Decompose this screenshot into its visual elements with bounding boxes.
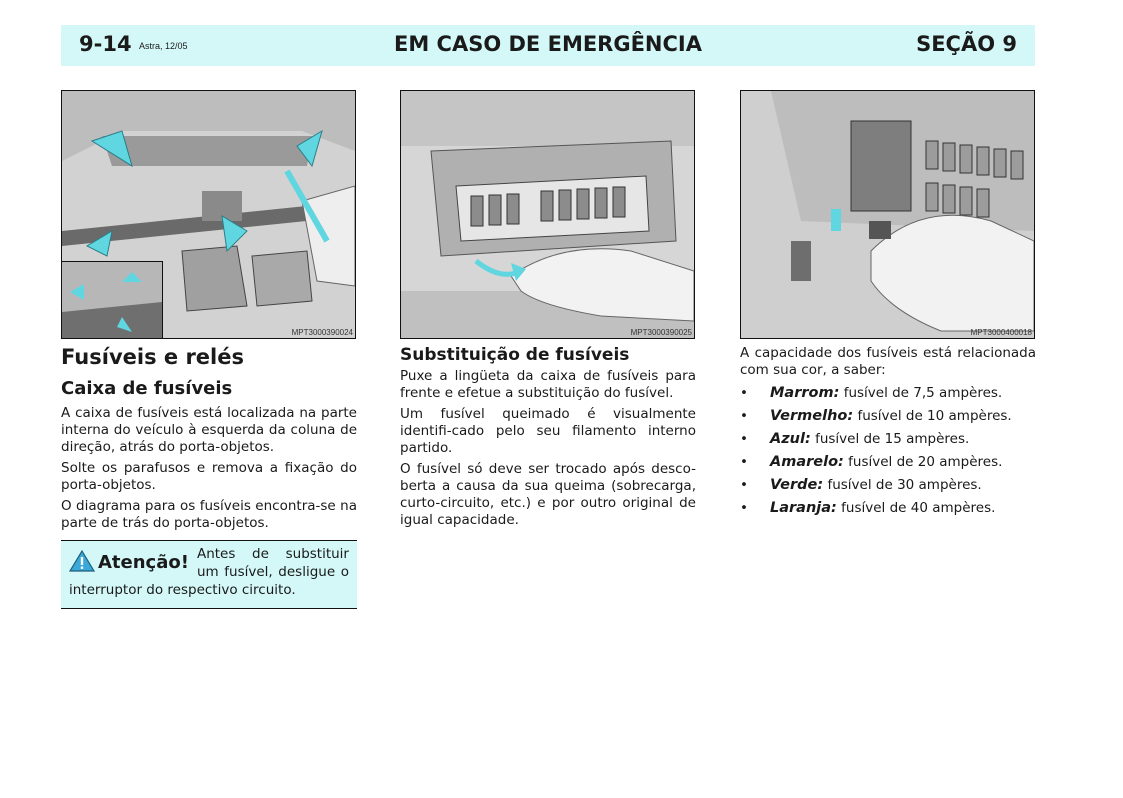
bullet: •	[740, 454, 748, 470]
figure-fusebox-location	[61, 90, 356, 339]
color-desc: fusível de 40 ampères.	[841, 500, 996, 516]
column-fuse-colors	[740, 345, 1036, 523]
color-name: Verde:	[770, 477, 824, 493]
subheading-fuse-box: Caixa de fusíveis	[61, 378, 233, 399]
paragraph: Puxe a lingüeta da caixa de fusíveis para frente e efetue a substituição do fusível.	[400, 368, 696, 401]
color-name: Laranja:	[770, 500, 837, 516]
figure-code: MPT3000390025	[630, 328, 692, 337]
color-desc: fusível de 30 ampères.	[827, 477, 982, 493]
color-name: Marrom:	[770, 385, 840, 401]
column-fuse-box	[61, 345, 357, 609]
paragraph: Solte os parafusos e remova a fixação do porta-objetos.	[61, 460, 357, 493]
paragraph: A caixa de fusíveis está localizada na parte interna do veículo à esquerda da coluna de direção, atrás do porta-objetos.	[61, 405, 357, 455]
chapter-title: EM CASO DE EMERGÊNCIA	[394, 32, 702, 56]
warning-text: Antes de substituir um fusível, desligue o interruptor do respectivo circuito.	[69, 546, 349, 598]
paragraph: A capacidade dos fusíveis está relacionada com sua cor, a saber:	[740, 345, 1036, 378]
warning-lead	[69, 550, 189, 574]
list-item	[740, 385, 1036, 402]
color-name: Vermelho:	[770, 408, 854, 424]
bullet: •	[740, 385, 748, 401]
color-desc: fusível de 10 ampères.	[857, 408, 1012, 424]
color-name: Amarelo:	[770, 454, 844, 470]
warning-box	[61, 540, 357, 609]
page-header	[61, 25, 1035, 66]
heading-fuse-replacement: Substituição de fusíveis	[400, 345, 630, 365]
bullet: •	[740, 500, 748, 516]
detail-inset	[62, 261, 163, 338]
paragraph: O fusível só deve ser trocado após desco-berta a causa da sua queima (sobrecarga, curto-circuito, etc.) e por outro original de igual capacidade.	[400, 461, 696, 528]
edition-label: Astra, 12/05	[139, 41, 188, 51]
section-label: SEÇÃO 9	[916, 32, 1017, 56]
bullet: •	[740, 477, 748, 493]
list-item	[740, 431, 1036, 448]
paragraph: Um fusível queimado é visualmente identifi-cado pelo seu filamento interno partido.	[400, 406, 696, 456]
column-fuse-replacement	[400, 345, 696, 533]
bullet: •	[740, 431, 748, 447]
list-item	[740, 454, 1036, 471]
color-desc: fusível de 20 ampères.	[848, 454, 1003, 470]
figure-code: MPT3000390024	[291, 328, 353, 337]
list-item	[740, 477, 1036, 494]
color-desc: fusível de 15 ampères.	[815, 431, 970, 447]
heading-fuses-relays: Fusíveis e relés	[61, 345, 244, 369]
list-item	[740, 500, 1036, 517]
color-desc: fusível de 7,5 ampères.	[843, 385, 1003, 401]
warning-triangle-icon	[69, 550, 95, 572]
bullet: •	[740, 408, 748, 424]
page-number: 9-14	[79, 32, 132, 56]
warning-label: Atenção!	[98, 552, 189, 573]
figure-fuse-replacement	[400, 90, 695, 339]
list-item	[740, 408, 1036, 425]
color-name: Azul:	[770, 431, 811, 447]
figure-fuse-colors	[740, 90, 1035, 339]
figure-code: MPT3000400018	[970, 328, 1032, 337]
paragraph: O diagrama para os fusíveis encontra-se na parte de trás do porta-objetos.	[61, 498, 357, 531]
fuse-color-list	[740, 385, 1036, 517]
